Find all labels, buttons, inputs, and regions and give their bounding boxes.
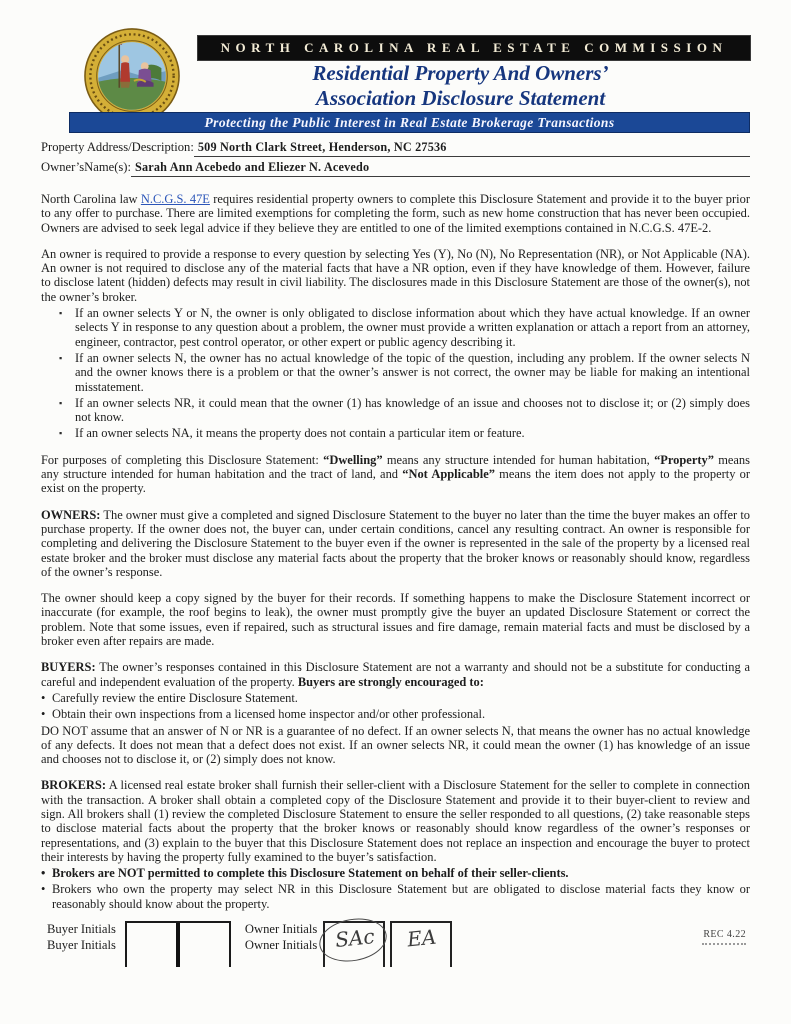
owner-initials-label: Owner Initials — [244, 938, 318, 953]
commission-name: NORTH CAROLINA REAL ESTATE COMMISSION — [220, 40, 728, 55]
term-property: “Property” — [654, 452, 714, 467]
form-code: REC 4.22 — [703, 929, 746, 941]
bullet-select-nr: ▪ If an owner selects NR, it could mean that the owner (1) has knowledge of an issue and chooses not to disclose it; or (2) simply does not know. — [59, 396, 750, 425]
brokers-heading: BROKERS: — [41, 778, 106, 793]
property-address-field[interactable]: 509 North Clark Street, Henderson, NC 27536 — [194, 138, 750, 157]
term-dwelling: “Dwelling” — [323, 452, 383, 467]
do-not-assume-paragraph: DO NOT assume that an answer of N or NR is a guarantee of no defect. If an owner selects N, that means the owner has no actual knowledge of any defects. It does not mean that a defect does not exist. If an owner selects NR, it could mean the owner (1) has knowledge of an issue and chooses not to disclose it, or (2) simply does not know. — [41, 723, 750, 767]
statute-paragraph: North Carolina law N.C.G.S. 47E requires residential property owners to complete this Disclosure Statement and provide it to the buyer prior to any offer to purchase. There are limited exemptions for completing the form, such as new home construction that has never been occupied. Owners are advised to seek legal advice if they believe they are entitled to one of the limited exemptions contained in N.C.G.S. 47E-2. — [41, 192, 750, 235]
owners-paragraph: OWNERS: The owner must give a completed and signed Disclosure Statement to the buyer no later than the time the buyer makes an offer to purchase property. If the owner does not, the buyer can, under certain conditions, cancel any resulting contract. An owner is responsible for completing and delivering the Disclosure Statement to the buyer even if the owner is represented in the sale of the property by a licensed real estate broker and the broker must disclose any material facts about the property that the broker knows or reasonably should know, regardless of the owner’s response. — [41, 507, 750, 579]
owner-initials-signature-2: EA — [405, 924, 438, 952]
owner-initials-label: Owner Initials — [244, 922, 318, 937]
bullet-select-y-or-n: ▪ If an owner selects Y or N, the owner is only obligated to disclose information about which they have actual knowledge. If an owner selects Y in response to any question about a problem, the owner must provide a written explanation or attach a report from an attorney, engineer, contractor, pest control operator, or other expert or public agency describing it. — [59, 306, 750, 349]
buyer-initials-labels — [47, 921, 116, 953]
brokers-paragraph: BROKERS: A licensed real estate broker shall furnish their seller-client with a Disclosure Statement for the seller to complete in connection with the transaction. A broker shall obtain a completed copy of the Disclosure Statement and provide it to their buyer-client to review and sign. All brokers shall (1) review the completed Disclosure Statement to ensure the seller responded to all questions, (2) take reasonable steps to disclose material facts about the property that the broker knows or reasonably should know regardless of the owner’s responses or representations, and (3) explain to the buyer that this Disclosure Statement does not replace an inspection and encourage the buyer to protect their interests by having the property fully examined to the buyer’s satisfaction. — [41, 778, 750, 864]
form-code-block — [702, 921, 746, 945]
owners-heading: OWNERS: — [41, 507, 101, 522]
title-line-1: Residential Property And Owners’ — [312, 61, 609, 85]
buyer-initials-box-2[interactable] — [180, 923, 229, 967]
buyer-initials-boxes — [125, 921, 231, 967]
owner-names-field[interactable]: Sarah Ann Acebedo and Eliezer N. Acevedo — [131, 158, 750, 177]
initials-footer — [47, 921, 750, 967]
bullet-select-n: ▪ If an owner selects N, the owner has no actual knowledge of the topic of the question, including any problem. If the owner selects N and the owner knows there is a problem or that the owner’s answer is not correct, the owner may be liable for making an intentional misstatement. — [59, 351, 750, 394]
nc-state-seal-icon — [83, 27, 181, 125]
owner-initials-box-2[interactable] — [390, 921, 452, 967]
document-title — [171, 61, 750, 111]
definitions-paragraph: For purposes of completing this Disclosure Statement: “Dwelling” means any structure intended for human habitation, “Property” means any structure intended for human habitation and the tract of land, and “Not Applicable” means the item does not apply to the property or exist on the property. — [41, 452, 751, 496]
document-body — [41, 192, 750, 911]
bullet-select-na: ▪ If an owner selects NA, it means the property does not contain a particular item or feature. — [59, 426, 750, 440]
brokers-bullet-own-property: • Brokers who own the property may select NR in this Disclosure Statement but are obligated to disclose material facts they know or reasonably should know about the property. — [41, 882, 750, 911]
motto-text: Protecting the Public Interest in Real Estate Brokerage Transactions — [204, 114, 615, 130]
buyers-bullet-review: • Carefully review the entire Disclosure Statement. — [41, 691, 750, 705]
buyers-encouraged-text: Buyers are strongly encouraged to: — [297, 674, 484, 689]
buyers-heading: BUYERS: — [41, 660, 96, 675]
response-options-bullets — [41, 306, 750, 441]
owner-initials-labels — [245, 921, 317, 953]
owner-initials-boxes — [323, 921, 452, 967]
motto-banner — [69, 112, 750, 133]
commission-name-bar — [198, 36, 750, 60]
term-not-applicable: “Not Applicable” — [402, 467, 495, 482]
owners-copy-paragraph: The owner should keep a copy signed by the buyer for their records. If something happens to make the Disclosure Statement incorrect or inaccurate (for example, the roof begins to leak), the owner must promptly give the buyer an updated Disclosure Statement or correct the problem. Note that some issues, even if repaired, such as structural issues and fire damage, remain material facts and must be disclosed by a broker even after repairs are made. — [41, 591, 750, 649]
buyer-initials-box-1[interactable] — [127, 923, 180, 967]
statute-link[interactable]: N.C.G.S. 47E — [140, 192, 210, 206]
property-address-row — [41, 138, 750, 157]
property-address-label: Property Address/Description: — [41, 140, 194, 154]
owner-initials-box-1[interactable] — [323, 921, 385, 967]
brokers-bullet-not-permitted: • Brokers are NOT permitted to complete this Disclosure Statement on behalf of their seller-clients. — [41, 866, 750, 880]
buyer-initials-label: Buyer Initials — [47, 938, 116, 953]
response-options-paragraph: An owner is required to provide a response to every question by selecting Yes (Y), No (N), No Representation (NR), or Not Applicable (NA). An owner is not required to disclose any of the material facts that have a NR option, even if they have knowledge of them. However, failure to disclose latent (hidden) defects may result in civil liability. The disclosures made in this Disclosure Statement are those of the owner(s), not the owner’s broker. — [41, 246, 750, 304]
title-line-2: Association Disclosure Statement — [315, 86, 606, 110]
buyers-bullet-inspections: • Obtain their own inspections from a licensed home inspector and/or other professional. — [41, 707, 750, 721]
buyers-paragraph: BUYERS: The owner’s responses contained in this Disclosure Statement are not a warranty and should not be a substitute for conducting a careful and independent evaluation of the property. Buyers are strongly encouraged to: — [41, 660, 750, 689]
owner-initials-signature-1: SAc — [333, 924, 376, 953]
owner-names-label: Owner’sName(s): — [41, 160, 131, 174]
buyer-initials-label: Buyer Initials — [47, 922, 116, 937]
document-header — [41, 0, 750, 138]
fine-print-illegible — [702, 942, 746, 945]
owner-names-row — [41, 158, 750, 177]
